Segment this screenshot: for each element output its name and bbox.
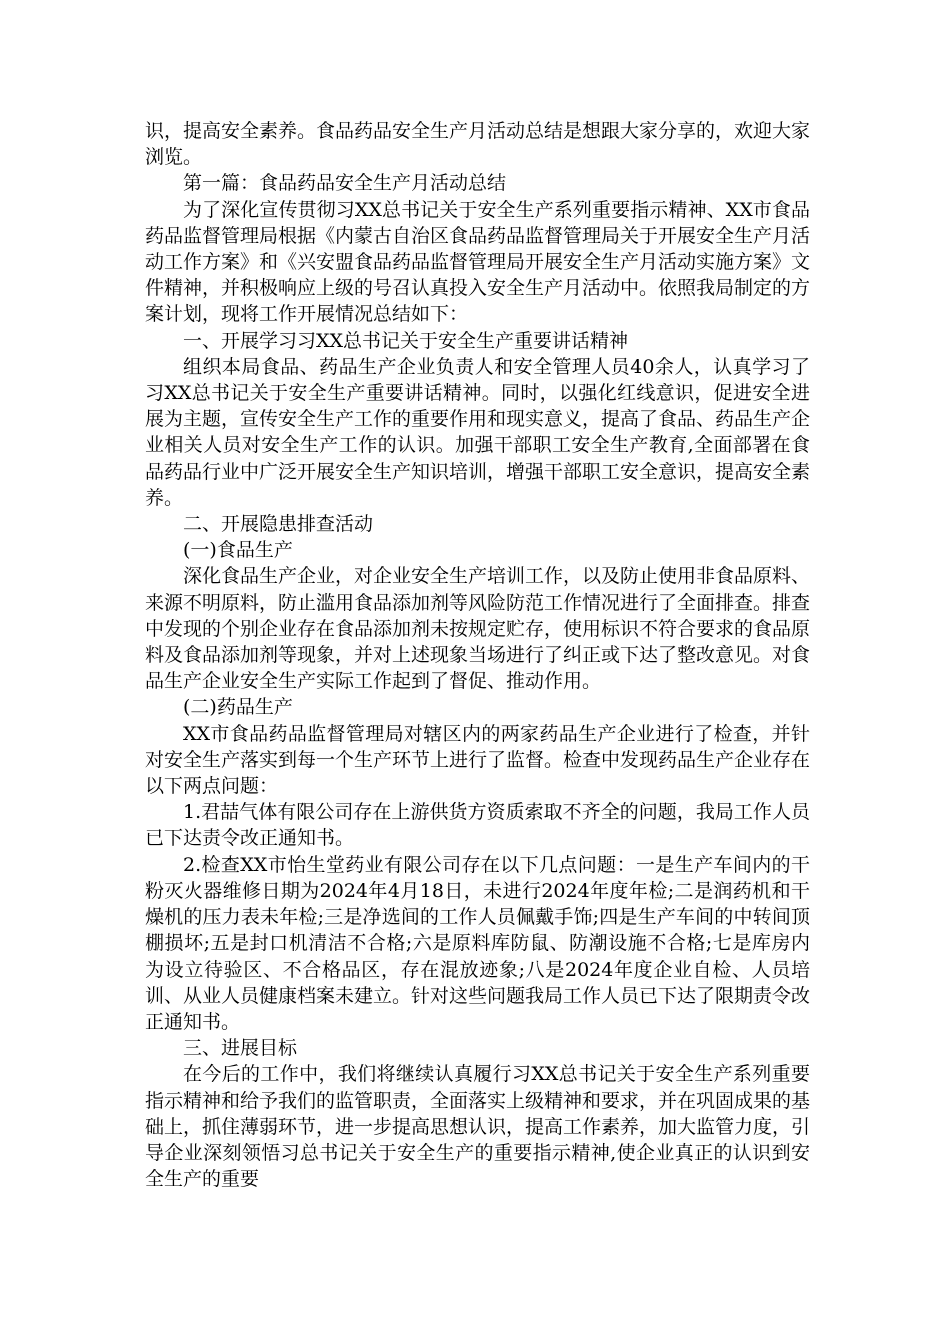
list-item-2: 2.检查XX市怡生堂药业有限公司存在以下几点问题：一是生产车间内的干粉灭火器维修日期为2024年4月18日，未进行2024年度年检;二是润药机和干燥机的压力表未年检;三是净选间的工作人员佩戴手饰;四是生产车间的中转间顶棚损坏;五是封口机清洁不合格;六是原料库防鼠、防潮设施不合格;七是库房内为设立待验区、不合格品区，存在混放迹象;八是2024年度企业自检、人员培训、从业人员健康档案未建立。针对这些问题我局工作人员已下达了限期责令改正通知书。 xyxy=(145,853,811,1033)
paragraph-goals: 在今后的工作中，我们将继续认真履行习XX总书记关于安全生产系列重要指示精神和给予我们的监管职责，全面落实上级精神和要求，并在巩固成果的基础上，抓住薄弱环节，进一步提高思想认识，提高工作素养，加大监管力度，引导企业深刻领悟习总书记关于安全生产的重要指示精神,使企业真正的认识到安全生产的重要 xyxy=(145,1063,811,1191)
heading-inspection: 二、开展隐患排查活动 xyxy=(183,513,374,536)
subheading-food: (一)食品生产 xyxy=(183,539,293,562)
heading-goals: 三、进展目标 xyxy=(183,1037,298,1060)
document-body xyxy=(145,118,810,1192)
list-item-1: 1.君喆气体有限公司存在上游供货方资质索取不齐全的问题，我局工作人员已下达责令改正通知书。 xyxy=(145,801,810,850)
paragraph-background: 为了深化宣传贯彻习XX总书记关于安全生产系列重要指示精神、XX市食品药品监督管理局根据《内蒙古自治区食品药品监督管理局关于开展安全生产月活动工作方案》和《兴安盟食品药品监督管理局开展安全生产月活动实施方案》文件精神，并积极响应上级的号召认真投入安全生产月活动中。依照我局制定的方案计划，现将工作开展情况总结如下： xyxy=(145,198,811,326)
heading-study: 一、开展学习习XX总书记关于安全生产重要讲话精神 xyxy=(183,329,629,352)
subheading-drug: (二)药品生产 xyxy=(183,696,293,719)
paragraph-intro: 识，提高安全素养。食品药品安全生产月活动总结是想跟大家分享的，欢迎大家浏览。 xyxy=(145,120,811,169)
paragraph-food: 深化食品生产企业，对企业安全生产培训工作，以及防止使用非食品原料、来源不明原料，防止滥用食品添加剂等风险防范工作情况进行了全面排查。排查中发现的个别企业存在食品添加剂未按规定贮存，使用标识不符合要求的食品原料及食品添加剂等现象，并对上述现象当场进行了纠正或下达了整改意见。对食品生产企业安全生产实际工作起到了督促、推动作用。 xyxy=(145,565,811,693)
paragraph-study: 组织本局食品、药品生产企业负责人和安全管理人员40余人，认真学习了习XX总书记关于安全生产重要讲话精神。同时，以强化红线意识，促进安全进展为主题，宣传安全生产工作的重要作用和现实意义，提高了食品、药品生产企业相关人员对安全生产工作的认识。加强干部职工安全生产教育,全面部署在食品药品行业中广泛开展安全生产知识培训，增强干部职工安全意识，提高安全素养。 xyxy=(145,355,811,509)
section-title: 第一篇：食品药品安全生产月活动总结 xyxy=(183,172,507,195)
paragraph-drug: XX市食品药品监督管理局对辖区内的两家药品生产企业进行了检查，并针对安全生产落实到每一个生产环节上进行了监督。检查中发现药品生产企业存在以下两点问题： xyxy=(145,722,811,798)
